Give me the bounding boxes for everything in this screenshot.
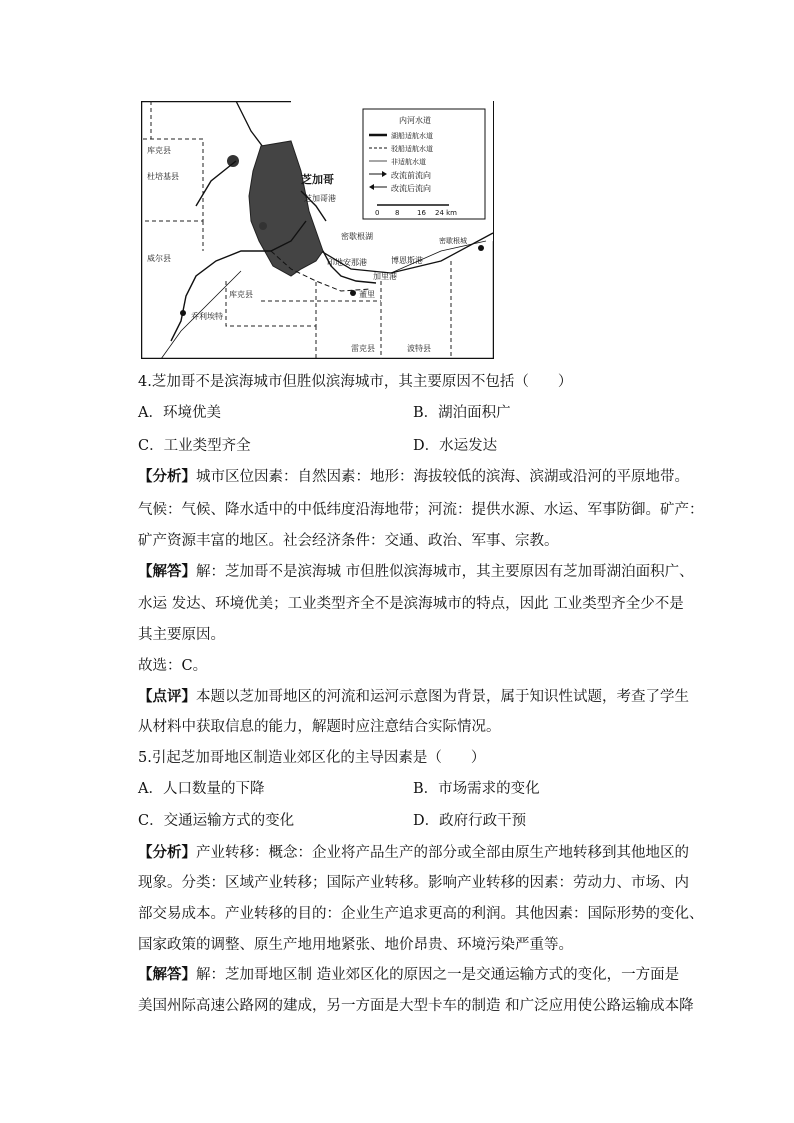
legend-title: 内河水道 bbox=[399, 116, 431, 125]
label-joliet: 乔利埃特 bbox=[191, 312, 223, 321]
legend-item-non-navigable: 非适航水道 bbox=[391, 158, 426, 166]
svg-text:16: 16 bbox=[417, 209, 426, 217]
q4-analysis-tag: 【分析】 bbox=[138, 468, 196, 485]
legend-item-barge: 驳船适航水道 bbox=[391, 145, 433, 153]
legend-item-lake-ship: 湖船适航水道 bbox=[391, 132, 433, 140]
q5-analysis-line-2: 现象。分类：区域产业转移；国际产业转移。影响产业转移的因素：劳动力、市场、内 bbox=[138, 875, 689, 891]
q5-option-a: A．人口数量的下降 bbox=[138, 781, 265, 797]
label-lake-county: 雷克县 bbox=[351, 344, 375, 353]
q4-answer-line-3: 其主要原因。 bbox=[138, 627, 225, 643]
q4-option-a: A．环境优美 bbox=[138, 405, 221, 421]
legend-item-before: 改流前流向 bbox=[391, 171, 431, 180]
chicago-waterway-map bbox=[141, 101, 494, 359]
q4-analysis-line-3: 矿产资源丰富的地区。社会经济条件：交通、政治、军事、宗教。 bbox=[138, 533, 559, 549]
label-chicago-port: 芝加哥港 bbox=[304, 194, 336, 203]
q5-option-c: C．交通运输方式的变化 bbox=[138, 813, 295, 829]
label-will: 威尔县 bbox=[147, 254, 171, 263]
q4-stem: 4.芝加哥不是滨海城市但胜似滨海城市，其主要原因不包括（ ） bbox=[138, 374, 573, 390]
q4-analysis-line-2: 气候：气候、降水适中的中低纬度沿海地带；河流：提供水源、水运、军事防御。矿产： bbox=[138, 502, 704, 518]
q4-choice: 故选：C。 bbox=[138, 658, 208, 674]
label-gary: 加里港 bbox=[373, 272, 397, 281]
q5-answer-line-2: 美国州际高速公路网的建成，另一方面是大型卡车的制造 和广泛应用使公路运输成本降 bbox=[138, 998, 694, 1014]
label-dunes: 董里 bbox=[359, 290, 375, 299]
label-lake-michigan: 密歇根湖 bbox=[341, 232, 373, 241]
q5-option-d: D．政府行政干预 bbox=[413, 813, 527, 829]
map-legend bbox=[363, 109, 485, 219]
svg-text:0: 0 bbox=[375, 209, 380, 217]
q4-answer-line-1: 【解答】解：芝加哥不是滨海城 市但胜似滨海城市，其主要原因有芝加哥湖泊面积广、 bbox=[138, 563, 694, 580]
label-porter: 波特县 bbox=[407, 344, 431, 353]
q4-comment-line-2: 从材料中获取信息的能力，解题时应注意结合实际情况。 bbox=[138, 719, 501, 735]
q4-answer-tag: 【解答】 bbox=[138, 563, 196, 580]
svg-text:8: 8 bbox=[395, 209, 400, 217]
q5-stem: 5.引起芝加哥地区制造业郊区化的主导因素是（ ） bbox=[138, 750, 486, 766]
q4-option-b: B．湖泊面积广 bbox=[413, 405, 511, 421]
label-cook-county-s: 库克县 bbox=[229, 290, 253, 299]
q5-answer-line-1: 【解答】解：芝加哥地区制 造业郊区化的原因之一是交通运输方式的变化，一方面是 bbox=[138, 966, 680, 983]
q4-comment-line-1: 【点评】本题以芝加哥地区的河流和运河示意图为背景，属于知识性试题，考查了学生 bbox=[138, 688, 689, 705]
q5-analysis-line-3: 部交易成本。产业转移的目的：企业生产追求更高的利润。其他因素：国际形势的变化、 bbox=[138, 906, 704, 922]
q5-option-b: B．市场需求的变化 bbox=[413, 781, 540, 797]
label-burns: 博恩斯港 bbox=[391, 256, 423, 265]
label-michigan-city: 密歇根城 bbox=[439, 237, 467, 245]
q4-comment-tag: 【点评】 bbox=[138, 688, 196, 705]
q4-analysis-line-1: 【分析】城市区位因素：自然因素：地形：海拔较低的滨海、滨湖或沿河的平原地带。 bbox=[138, 468, 689, 485]
q4-option-c: C．工业类型齐全 bbox=[138, 438, 251, 454]
q4-answer-line-2: 水运 发达、环境优美；工业类型齐全不是滨海城市的特点，因此 工业类型齐全少不是 bbox=[138, 596, 684, 612]
legend-item-after: 改流后流向 bbox=[391, 184, 431, 193]
label-cook-county-nw: 库克县 bbox=[147, 146, 171, 155]
label-indiana-harbor: 印地安那港 bbox=[327, 258, 367, 267]
q5-analysis-tag: 【分析】 bbox=[138, 844, 196, 861]
label-dupage: 杜培基县 bbox=[147, 172, 179, 181]
svg-text:24 km: 24 km bbox=[435, 209, 458, 217]
label-chicago: 芝加哥 bbox=[301, 173, 334, 186]
q4-option-d: D．水运发达 bbox=[413, 438, 498, 454]
q5-analysis-line-1: 【分析】产业转移：概念：企业将产品生产的部分或全部由原生产地转移到其他地区的 bbox=[138, 844, 689, 861]
q5-analysis-line-4: 国家政策的调整、原生产地用地紧张、地价昂贵、环境污染严重等。 bbox=[138, 937, 573, 953]
q5-answer-tag: 【解答】 bbox=[138, 966, 196, 983]
